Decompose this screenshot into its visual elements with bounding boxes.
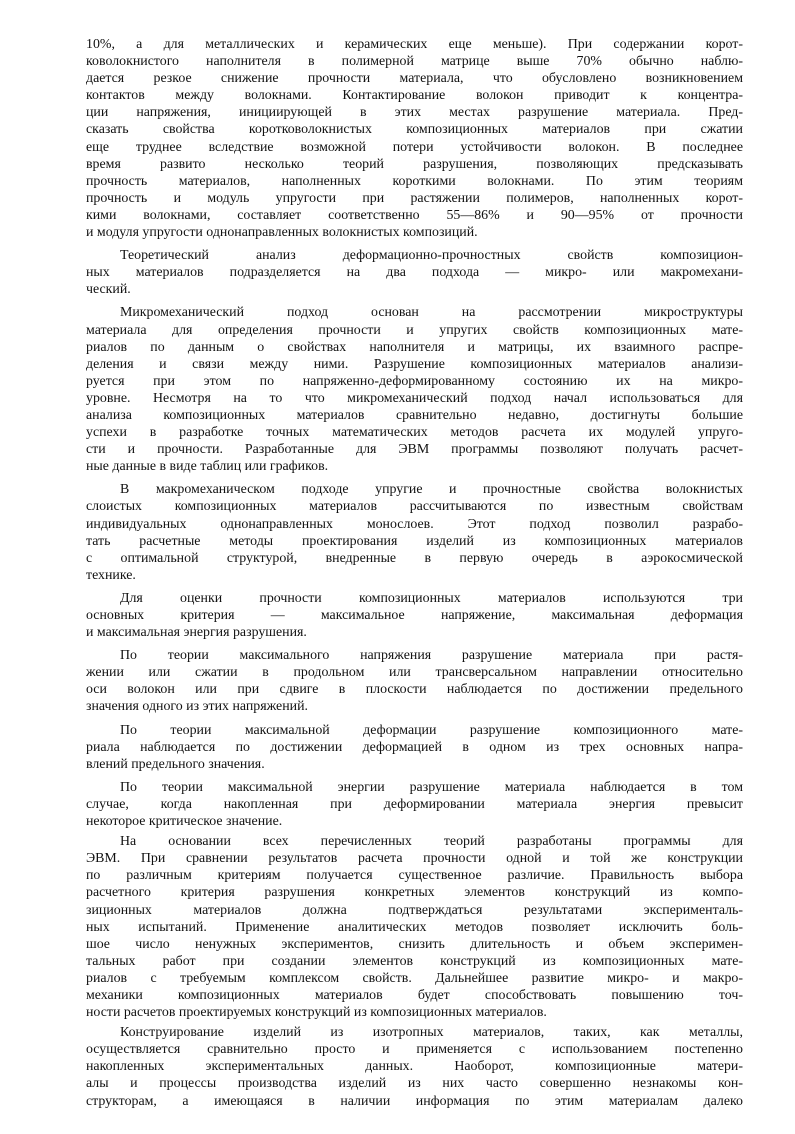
text-line: уровне. Несмотря на то что микромеханический подход начал использоваться для [86,390,743,406]
text-line: анализа композиционных материалов сравнительно недавно, достигнуты большие [86,407,743,423]
text-line: руется при этом по напряженно-деформированному состоянию их на микро- [86,373,743,389]
text-line: По теории максимального напряжения разрушение материала при растя- [120,648,743,664]
text-line: прочность и модуль упругости при растяжении полимеров, наполненных корот- [86,190,743,206]
text-line: случае, когда накопленная при деформировании материала энергия превысит [86,796,743,812]
text-line: и максимальная энергия разрушения. [86,625,307,641]
text-line: ные данные в виде таблиц или графиков. [86,459,329,475]
text-line: ции напряжения, инициирующей в этих местах разрушение материала. Пред- [86,105,743,121]
text-line: риалов с требуемым комплексом свойств. Дальнейшее развитие микро- и макро- [86,970,743,986]
text-line: риалов по данным о свойствах наполнителя и матрицы, их взаимного распре- [86,339,743,355]
text-line: и модуля упругости однонаправленных волокнистых композиций. [86,225,478,241]
text-line: оси волокон или при сдвиге в плоскости наблюдается по достижении предельного [86,682,743,698]
text-line: Конструирование изделий из изотропных материалов, таких, как металлы, [120,1025,743,1041]
text-line: ности расчетов проектируемых конструкций из композиционных материалов. [86,1005,547,1021]
paragraph-micromechanical [86,304,743,475]
text-line: ЭВМ. При сравнении результатов расчета прочности одной и той же конструкции [86,851,743,867]
paragraph-short-fiber-strength [86,36,743,241]
text-line: расчетного критерия разрушения конкретных элементов конструкций из компо- [86,885,743,901]
text-line: ных испытаний. Применение аналитических методов позволяет исключить боль- [86,919,743,935]
text-line: На основании всех перечисленных теорий разработаны программы для [120,834,743,850]
text-line: зиционных материалов должна подтверждаться результатами эксперименталь- [86,902,743,918]
text-line: структорам, а имеющаяся в наличии информация по этим материалам далеко [86,1093,743,1109]
text-line: с оптимальной структурой, внедренные в первую очередь в аэрокосмической [86,550,743,566]
text-line: значения одного из этих напряжений. [86,699,308,715]
text-line: некоторое критическое значение. [86,814,283,830]
text-line: по различным критериям получается существенное различие. Правильность выбора [86,868,743,884]
text-line: ческий. [86,282,131,298]
text-line: ных материалов подразделяется на два подхода — микро- или макромехани- [86,265,743,281]
paragraph-computer-programs [86,833,743,1021]
paragraph-max-energy-theory [86,779,743,830]
text-line: коволокнистого наполнителя в полимерной матрице выше 70% обычно наблю- [86,54,743,70]
text-line: накопленных экспериментальных данных. Наоборот, композиционные матери- [86,1059,743,1075]
text-line: жении или сжатии в продольном или трансверсальном направлении относительно [86,665,743,681]
text-line: Микромеханический подход основан на рассмотрении микроструктуры [120,305,743,321]
text-line: индивидуальных однонаправленных монослоев. Этот подход позволил разрабо- [86,516,743,532]
text-line: дается резкое снижение прочности материала, что обусловлено возникновением [86,71,743,87]
text-line: материала для определения прочности и упругих свойств композиционных мате- [86,322,743,338]
text-line: контактов между волокнами. Контактирование волокон приводит к концентра- [86,88,743,104]
text-line: 10%, а для металлических и керамических еще меньше). При содержании корот- [86,37,743,52]
text-line: успехи в разработке точных математических методов расчета их модулей упруго- [86,425,743,441]
text-line: Для оценки прочности композиционных материалов используются три [120,590,743,606]
text-line: шое число ненужных экспериментов, снизить длительность и объем эксперимен- [86,936,743,952]
paragraph-three-criteria [86,590,743,641]
text-line: деления и связи между ними. Разрушение композиционных материалов анализи- [86,356,743,372]
text-line: тальных работ при создании элементов конструкций из композиционных мате- [86,953,743,969]
paragraph-theoretical-analysis [86,247,743,298]
text-line: влений предельного значения. [86,756,265,772]
text-line: еще труднее вследствие возможной потери устойчивости волокон. В последнее [86,139,743,155]
text-line: риала наблюдается по достижении деформацией в одном из трех основных напра- [86,739,743,755]
text-line: осуществляется сравнительно просто и применяется с использованием постепенно [86,1042,743,1058]
text-line: В макромеханическом подходе упругие и прочностные свойства волокнистых [120,482,743,498]
text-line: слоистых композиционных материалов рассчитываются по известным свойствам [86,499,743,515]
text-line: основных критерия — максимальное напряжение, максимальная деформация [86,608,743,623]
paragraph-macromechanical [86,481,743,584]
paragraph-max-strain-theory [86,722,743,773]
text-line: сти и прочности. Разработанные для ЭВМ программы позволяют получать расчет- [86,442,743,458]
text-line: По теории максимальной деформации разрушение композиционного мате- [120,722,743,738]
text-line: По теории максимальной энергии разрушение материала наблюдается в том [120,779,743,795]
paragraph-max-stress-theory [86,647,743,715]
text-line: механики композиционных материалов будет способствовать повышению точ- [86,987,743,1003]
text-line: тать расчетные методы проектирования изделий из композиционных материалов [86,533,743,549]
text-line: время развито несколько теорий разрушения, позволяющих предсказывать [86,156,743,172]
text-line: алы и процессы производства изделий из них часто совершенно незнакомы кон- [86,1076,743,1092]
text-line: технике. [86,567,136,583]
text-line: сказать свойства коротковолокнистых композиционных материалов при сжатии [86,122,743,138]
text-line: Теоретический анализ деформационно-прочностных свойств композицион- [120,248,743,264]
text-line: кими волокнами, составляет соответственно 55—86% и 90—95% от прочности [86,207,743,223]
text-line: прочность материалов, наполненных короткими волокнами. По этим теориям [86,173,743,189]
paragraph-isotropic-design [86,1024,743,1109]
